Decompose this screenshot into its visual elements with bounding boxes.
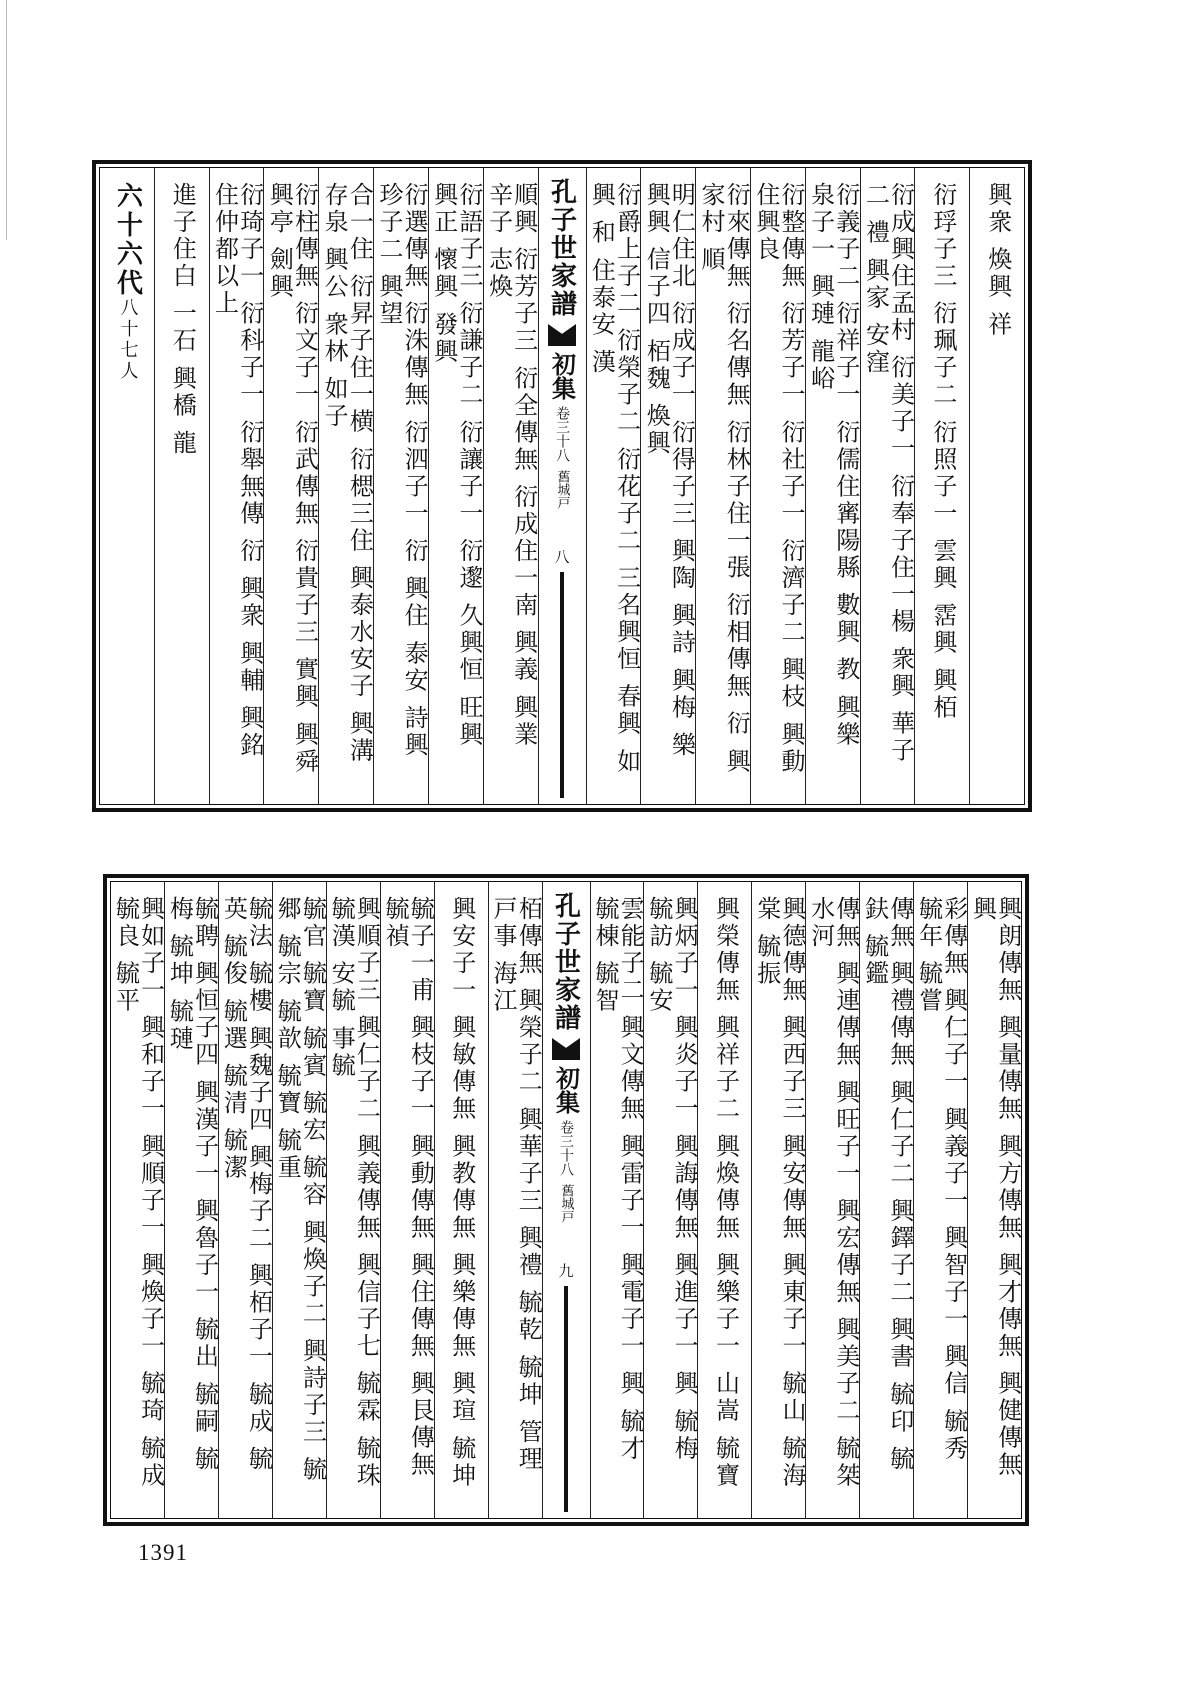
top-column-l4: 合一住 衍昇子住一横 衍楒三住 興泰水安子 興溝 存泉 興公 衆林 如子 [318,168,373,804]
bottom-center-spine [542,882,590,1518]
fish-tail-icon [548,324,576,346]
spine-subtitle: 初集 [551,1066,581,1114]
spine-volume: 卷三十八 [558,1120,574,1176]
spine-leaf-number: 九 [556,1263,575,1278]
top-center-spine [538,168,586,804]
bottom-genealogy-panel [103,874,1029,1526]
bottom-panel-columns [110,881,1022,1519]
top-column-l6: 衍琦子一 衍科子一 衍舉無傳 衍 興衆 興輔 興銘 住仲都以上 [209,168,264,804]
spine-bar [564,1286,568,1512]
bottom-column-r5: 興德傳無 興西子三 興安傳無 興東子一 毓山 毓海棠 毓振 [751,882,805,1518]
spine-title: 孔子世家譜 [550,892,581,1032]
top-column-l5: 衍柱傳無 衍文子一 衍武傳無 衍貴子三 實興 興舜 興亭 劍興 [263,168,318,804]
bottom-column-r8: 雲能子二 興文傳無 興雷子一 興電子一 興 毓才 毓棟 毓智 [590,882,644,1518]
top-column-r1: 興衆 煥興 祥 [969,168,1024,804]
spine-subtitle: 初集 [547,352,577,400]
spine-place: 舊城戸 [558,1184,574,1223]
top-column-r6: 衍來傳無 衍名傳無 衍林子住一張 衍相傳無 衍 興家村 順 [695,168,750,804]
top-column-r8: 衍爵上子二 衍榮子二 衍花子二 三名興恒 春興 如興 和 住泰安 漢 [586,168,641,804]
generation-heading [100,168,154,804]
spine-bar [560,572,564,798]
bottom-column-l4: 興順子三 興仁子二 興義傳無 興信子七 毓霖 毓珠 毓漢 安毓 事毓 [326,882,380,1518]
top-column-r2: 衍琈子三 衍珮子二 衍照子一 雲興 霑興 興栢 [914,168,969,804]
bottom-column-l6: 毓法 毓樓 興魏子四 興梅子二 興栢子一 毓成 毓英 毓俊 毓選 毓清 毓潔 [218,882,272,1518]
generation-count: 八十七人 [117,298,139,382]
spine-leaf-number: 八 [552,549,571,564]
top-column-l7: 進子住白 一石 興橋 龍 [154,168,209,804]
fish-tail-icon [552,1038,580,1060]
bottom-column-l2: 興安子一 興敏傳無 興教傳無 興樂傳無 興瑄 毓坤 [434,882,488,1518]
bottom-column-l7: 毓聘 興恒子四 興漢子一 興魯子一 毓出 毓嗣 毓梅 毓坤 毓璉 [164,882,218,1518]
bottom-column-l5: 毓官 毓寶 毓賓 毓宏 毓容 興煥子二 興詩子三 毓郷 毓宗 毓歆 毓寶 毓重 [272,882,326,1518]
bottom-column-l1: 栢傳無 興榮子二 興華子三 興禮 毓乾 毓坤 管理戸事 海江 [488,882,542,1518]
bottom-column-r1: 興朗傳無 興量傳無 興方傳無 興才傳無 興健傳無 興 [967,882,1021,1518]
spine-volume: 卷三十八 [554,406,570,462]
top-column-r7: 明仁住北 衍成子一 衍得子三 興陶 興詩 興梅 樂 興興 信子四 栢魏 煥興 [640,168,695,804]
bottom-column-r2: 彩傳無 興仁子一 興義子一 興智子一 興信 毓秀 毓年 毓嘗 [913,882,967,1518]
bottom-column-l3: 毓子一甫 興枝子一 興動傳無 興住傳無 興艮傳無 毓禎 [380,882,434,1518]
bottom-column-r4: 傳無 興連傳無 興旺子一 興宏傳無 興美子二 毓桀 水河 [805,882,859,1518]
spine-title: 孔子世家譜 [546,178,577,318]
spine-place: 舊城戸 [554,470,570,509]
top-column-r5: 衍整傳無 衍芳子一 衍社子一 衍濟子二 興枝 興動 住興良 [750,168,805,804]
top-panel-columns [99,167,1025,805]
top-column-l2: 衍語子三 衍謙子二 衍讓子一 衍邌 久興恒 旺興 興正 懷興 發興 [428,168,483,804]
top-column-r4: 衍義子二 衍祥子一 衍儒住寗陽縣 數興 教 興樂 泉子一 興璉 龍峪 [805,168,860,804]
bottom-column-r7: 興炳子一 興炎子一 興誨傳無 興進子一 興 毓梅 毓訪 毓安 [643,882,697,1518]
top-column-l1: 順興 衍芳子三 衍全傳無 衍成住一南 興義 興業 辛子 志煥 [483,168,538,804]
top-column-r3: 衍成興住孟村 衍美子一 衍奉子住一楊 衆興 華子二 禮 興家 安窪 [860,168,915,804]
top-genealogy-panel [92,160,1032,812]
top-column-l3: 衍選傳無 衍洙傳無 衍泗子一 衍 興住 泰安 詩興 珍子二 興望 [373,168,428,804]
bottom-column-r6: 興榮傳無 興祥子二 興煥傳無 興樂子一 山嵩 毓寶 [697,882,751,1518]
bottom-column-l8: 興如子一 興和子一 興順子一 興煥子一 毓琦 毓成 毓良 毓平 [111,896,165,1490]
bottom-column-r3: 傳無 興禮傳無 興仁子二 興鐸子二 興書 毓印 毓鈇 毓鑑 [859,882,913,1518]
page-number: 1391 [138,1540,188,1565]
generation-title: 六十六代 [112,182,143,298]
scan-edge-line [6,0,7,240]
